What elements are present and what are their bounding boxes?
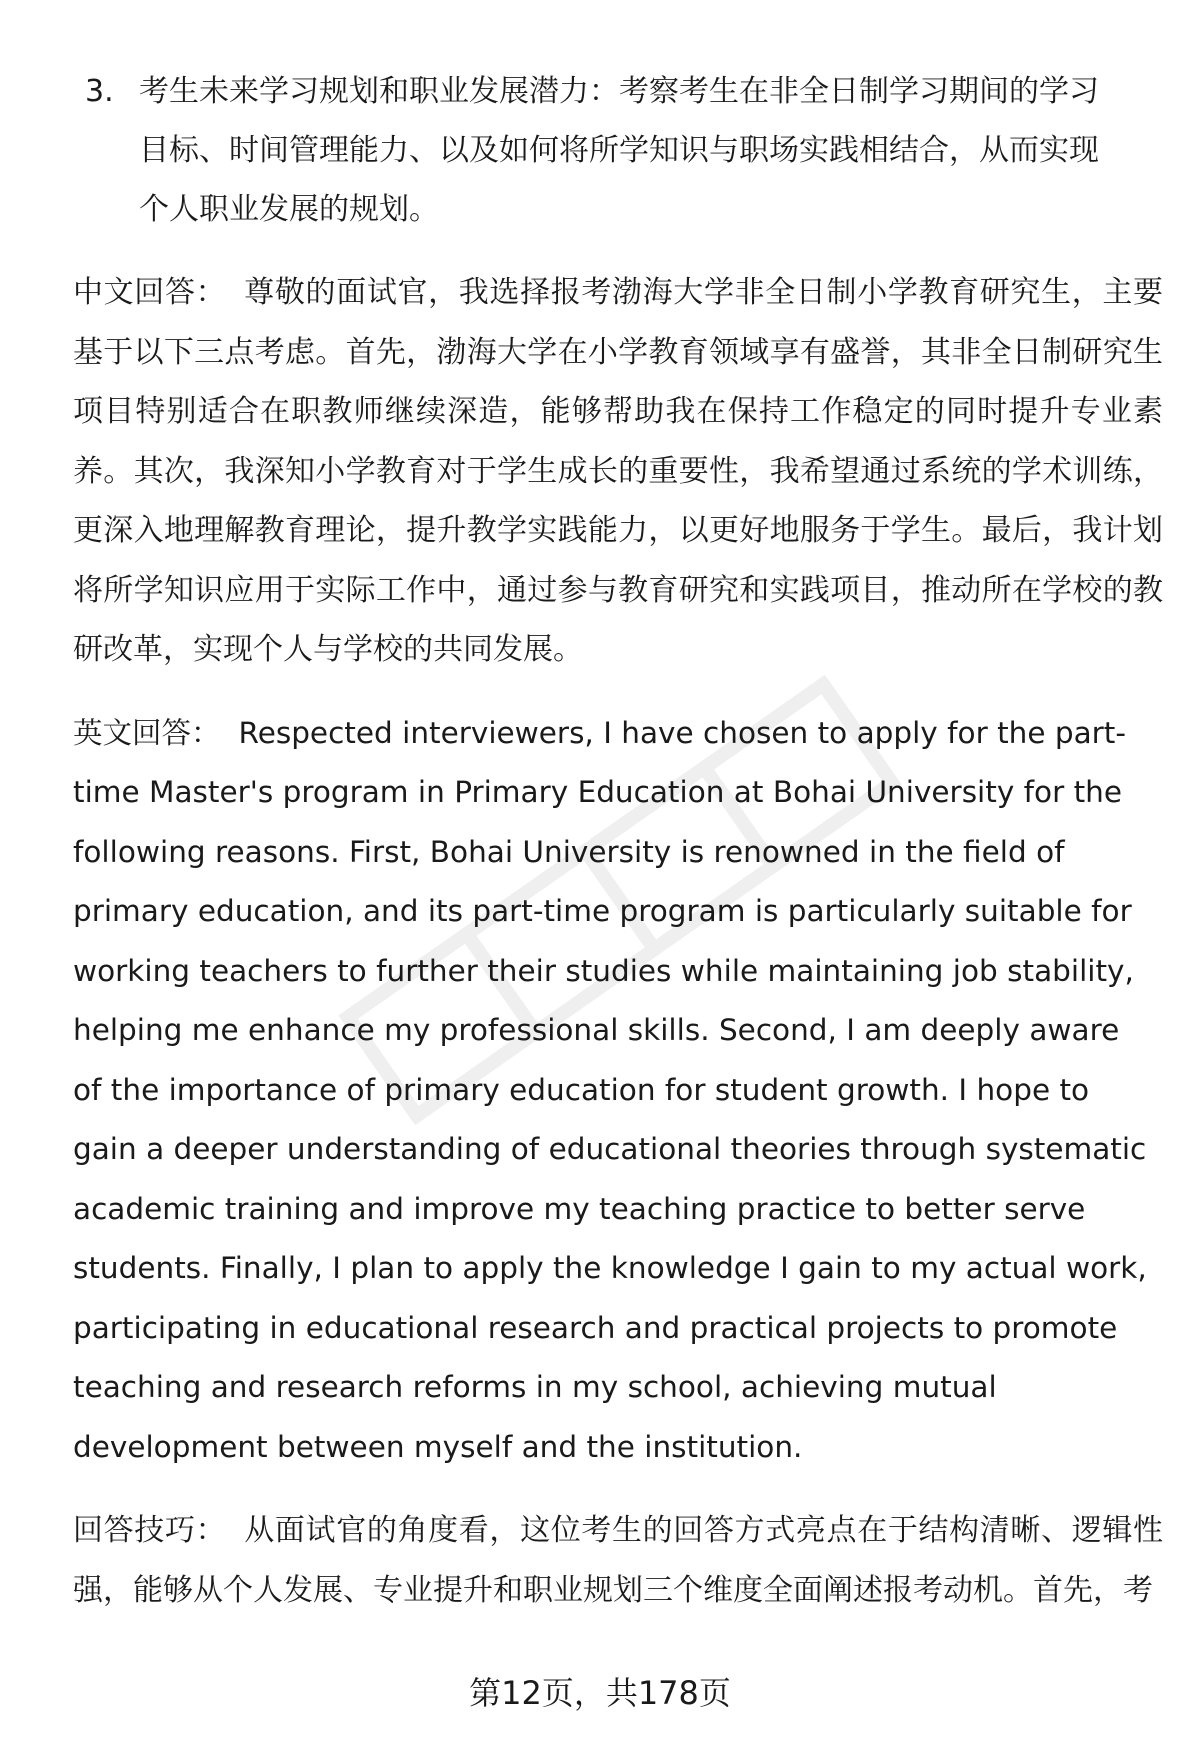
list-item-text: 考生未来学习规划和职业发展潜力：考察考生在非全日制学习期间的学习目标、时间管理能力、以及如何将所学知识与职场实践相结合，从而实现个人职业发展的规划。 [139, 74, 1099, 227]
chinese-answer-text: 尊敬的面试官，我选择报考渤海大学非全日制小学教育研究生，主要基于以下三点考虑。首先，渤海大学在小学教育领域享有盛誉，其非全日制研究生项目特别适合在职教师继续深造，能够帮助我在保持工作稳定的同时提升专业素养。其次，我深知小学教育对于学生成长的重要性，我希望通过系统的学术训练，更深入地理解教育理论，提升教学实践能力，以更好地服务于学生。最后，我计划将所学知识应用于实际工作中，通过参与教育研究和实践项目，推动所在学校的教研改革，实现个人与学校的共同发展。 [73, 275, 1164, 667]
answer-tips-text: 从面试官的角度看，这位考生的回答方式亮点在于结构清晰、逻辑性强，能够从个人发展、专业提升和职业规划三个维度全面阐述报考动机。首先，考 [73, 1513, 1164, 1608]
answer-tips-label: 回答技巧： [73, 1513, 227, 1548]
list-number: 3. [85, 74, 114, 109]
chinese-answer-label: 中文回答： [73, 275, 227, 310]
english-answer-label: 英文回答： [73, 715, 221, 750]
document-page [73, 62, 1163, 1644]
english-answer-paragraph [73, 704, 1163, 1478]
page-footer: 第12页，共178页 [469, 1674, 731, 1712]
list-item-3 [73, 62, 1163, 239]
chinese-answer-paragraph [73, 263, 1163, 680]
english-answer-text: Respected interviewers, I have chosen to apply for the part-time Master's program in Primary Education at Bohai University for the following reasons. First, Bohai University is renowned in the field of primary education, and its part-time program is particularly suitable for working teachers to further their studies while maintaining job stability, helping me enhance my professional skills. Second, I am deeply aware of the importance of primary education for student growth. I hope to gain a deeper understanding of educational theories through systematic academic training and improve my teaching practice to better serve students. Finally, I plan to apply the knowledge I gain to my actual work, participating in educational research and practical projects to promote teaching and research reforms in my school, achieving mutual development between myself and the institution. [73, 715, 1147, 1464]
answer-tips-paragraph [73, 1501, 1163, 1620]
